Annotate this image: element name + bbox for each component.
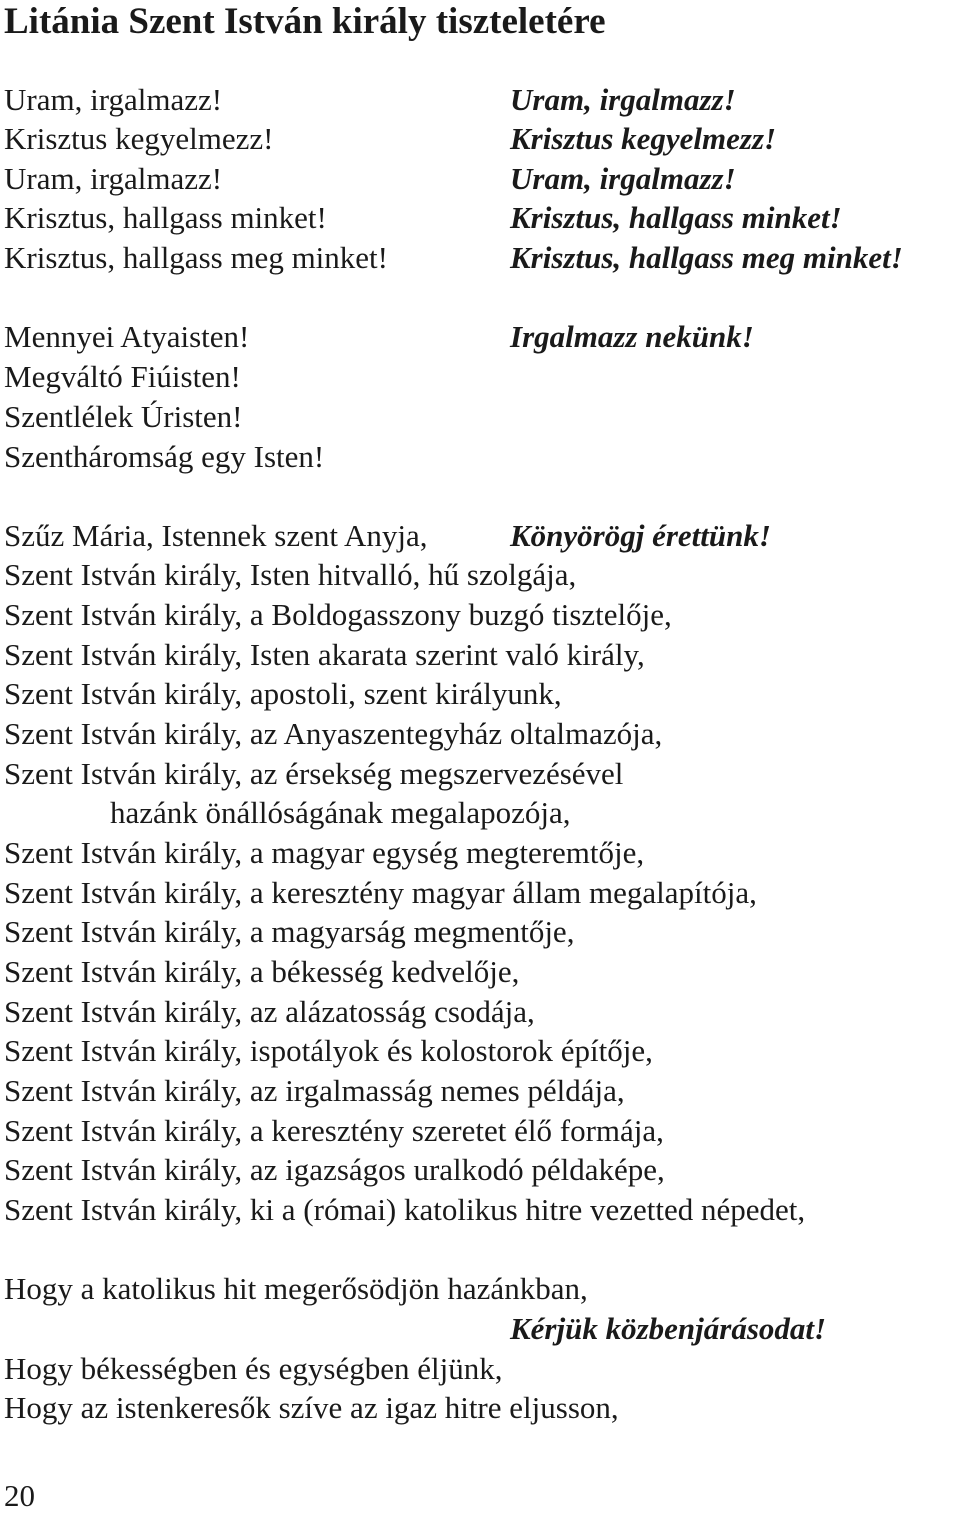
response-line: Krisztus, hallgass meg minket! — [510, 240, 903, 275]
litany-line: Szent István király, Isten akarata szerint való király, — [4, 637, 645, 672]
petition-line: Hogy az istenkeresők szíve az igaz hitre eljusson, — [4, 1390, 619, 1425]
invocation-line: Krisztus, hallgass meg minket! — [4, 240, 388, 275]
litany-line: Szent István király, az irgalmasság nemes példája, — [4, 1073, 625, 1108]
invocation-line: Szentlélek Úristen! — [4, 399, 243, 434]
response-line: Kérjük közbenjárásodat! — [510, 1311, 827, 1346]
litany-line: Szent István király, a békesség kedvelője, — [4, 954, 520, 989]
litany-line: Szent István király, az érsekség megszervezésével — [4, 756, 624, 791]
litany-line: Szent István király, Isten hitvalló, hű szolgája, — [4, 557, 577, 592]
response-line: Irgalmazz nekünk! — [510, 319, 754, 354]
invocation-line: Szentháromság egy Isten! — [4, 439, 325, 474]
invocation-line: Krisztus, hallgass minket! — [4, 200, 327, 235]
response-line: Krisztus, hallgass minket! — [510, 200, 842, 235]
response-line: Krisztus kegyelmezz! — [510, 121, 777, 156]
invocation-line: Szűz Mária, Istennek szent Anyja, — [4, 518, 428, 553]
invocation-line: Uram, irgalmazz! — [4, 161, 223, 196]
litany-line-continuation: hazánk önállóságának megalapozója, — [110, 795, 571, 830]
response-line: Könyörögj érettünk! — [510, 518, 771, 553]
litany-line: Szent István király, a magyarság megmentője, — [4, 914, 575, 949]
litany-line: Szent István király, apostoli, szent királyunk, — [4, 676, 562, 711]
litany-line: Szent István király, ispotályok és kolostorok építője, — [4, 1033, 653, 1068]
litany-line: Szent István király, a keresztény magyar állam megalapítója, — [4, 875, 757, 910]
invocation-line: Megváltó Fiúisten! — [4, 359, 241, 394]
litany-line: Szent István király, az Anyaszentegyház oltalmazója, — [4, 716, 663, 751]
litany-line: Szent István király, a Boldogasszony buzgó tisztelője, — [4, 597, 672, 632]
invocation-line: Mennyei Atyaisten! — [4, 319, 250, 354]
litany-line: Szent István király, a magyar egység megteremtője, — [4, 835, 645, 870]
litany-line: Szent István király, az igazságos uralkodó példaképe, — [4, 1152, 665, 1187]
page-title: Litánia Szent István király tiszteletére — [4, 1, 606, 42]
response-line: Uram, irgalmazz! — [510, 161, 736, 196]
petition-line: Hogy békességben és egységben éljünk, — [4, 1351, 503, 1386]
invocation-line: Uram, irgalmazz! — [4, 82, 223, 117]
litany-line: Szent István király, az alázatosság csodája, — [4, 994, 535, 1029]
response-line: Uram, irgalmazz! — [510, 82, 736, 117]
litany-line: Szent István király, a keresztény szeretet élő formája, — [4, 1113, 664, 1148]
page-number: 20 — [4, 1478, 35, 1513]
invocation-line: Krisztus kegyelmezz! — [4, 121, 274, 156]
petition-line: Hogy a katolikus hit megerősödjön hazánkban, — [4, 1271, 588, 1306]
litany-line: Szent István király, ki a (római) katolikus hitre vezetted népedet, — [4, 1192, 806, 1227]
